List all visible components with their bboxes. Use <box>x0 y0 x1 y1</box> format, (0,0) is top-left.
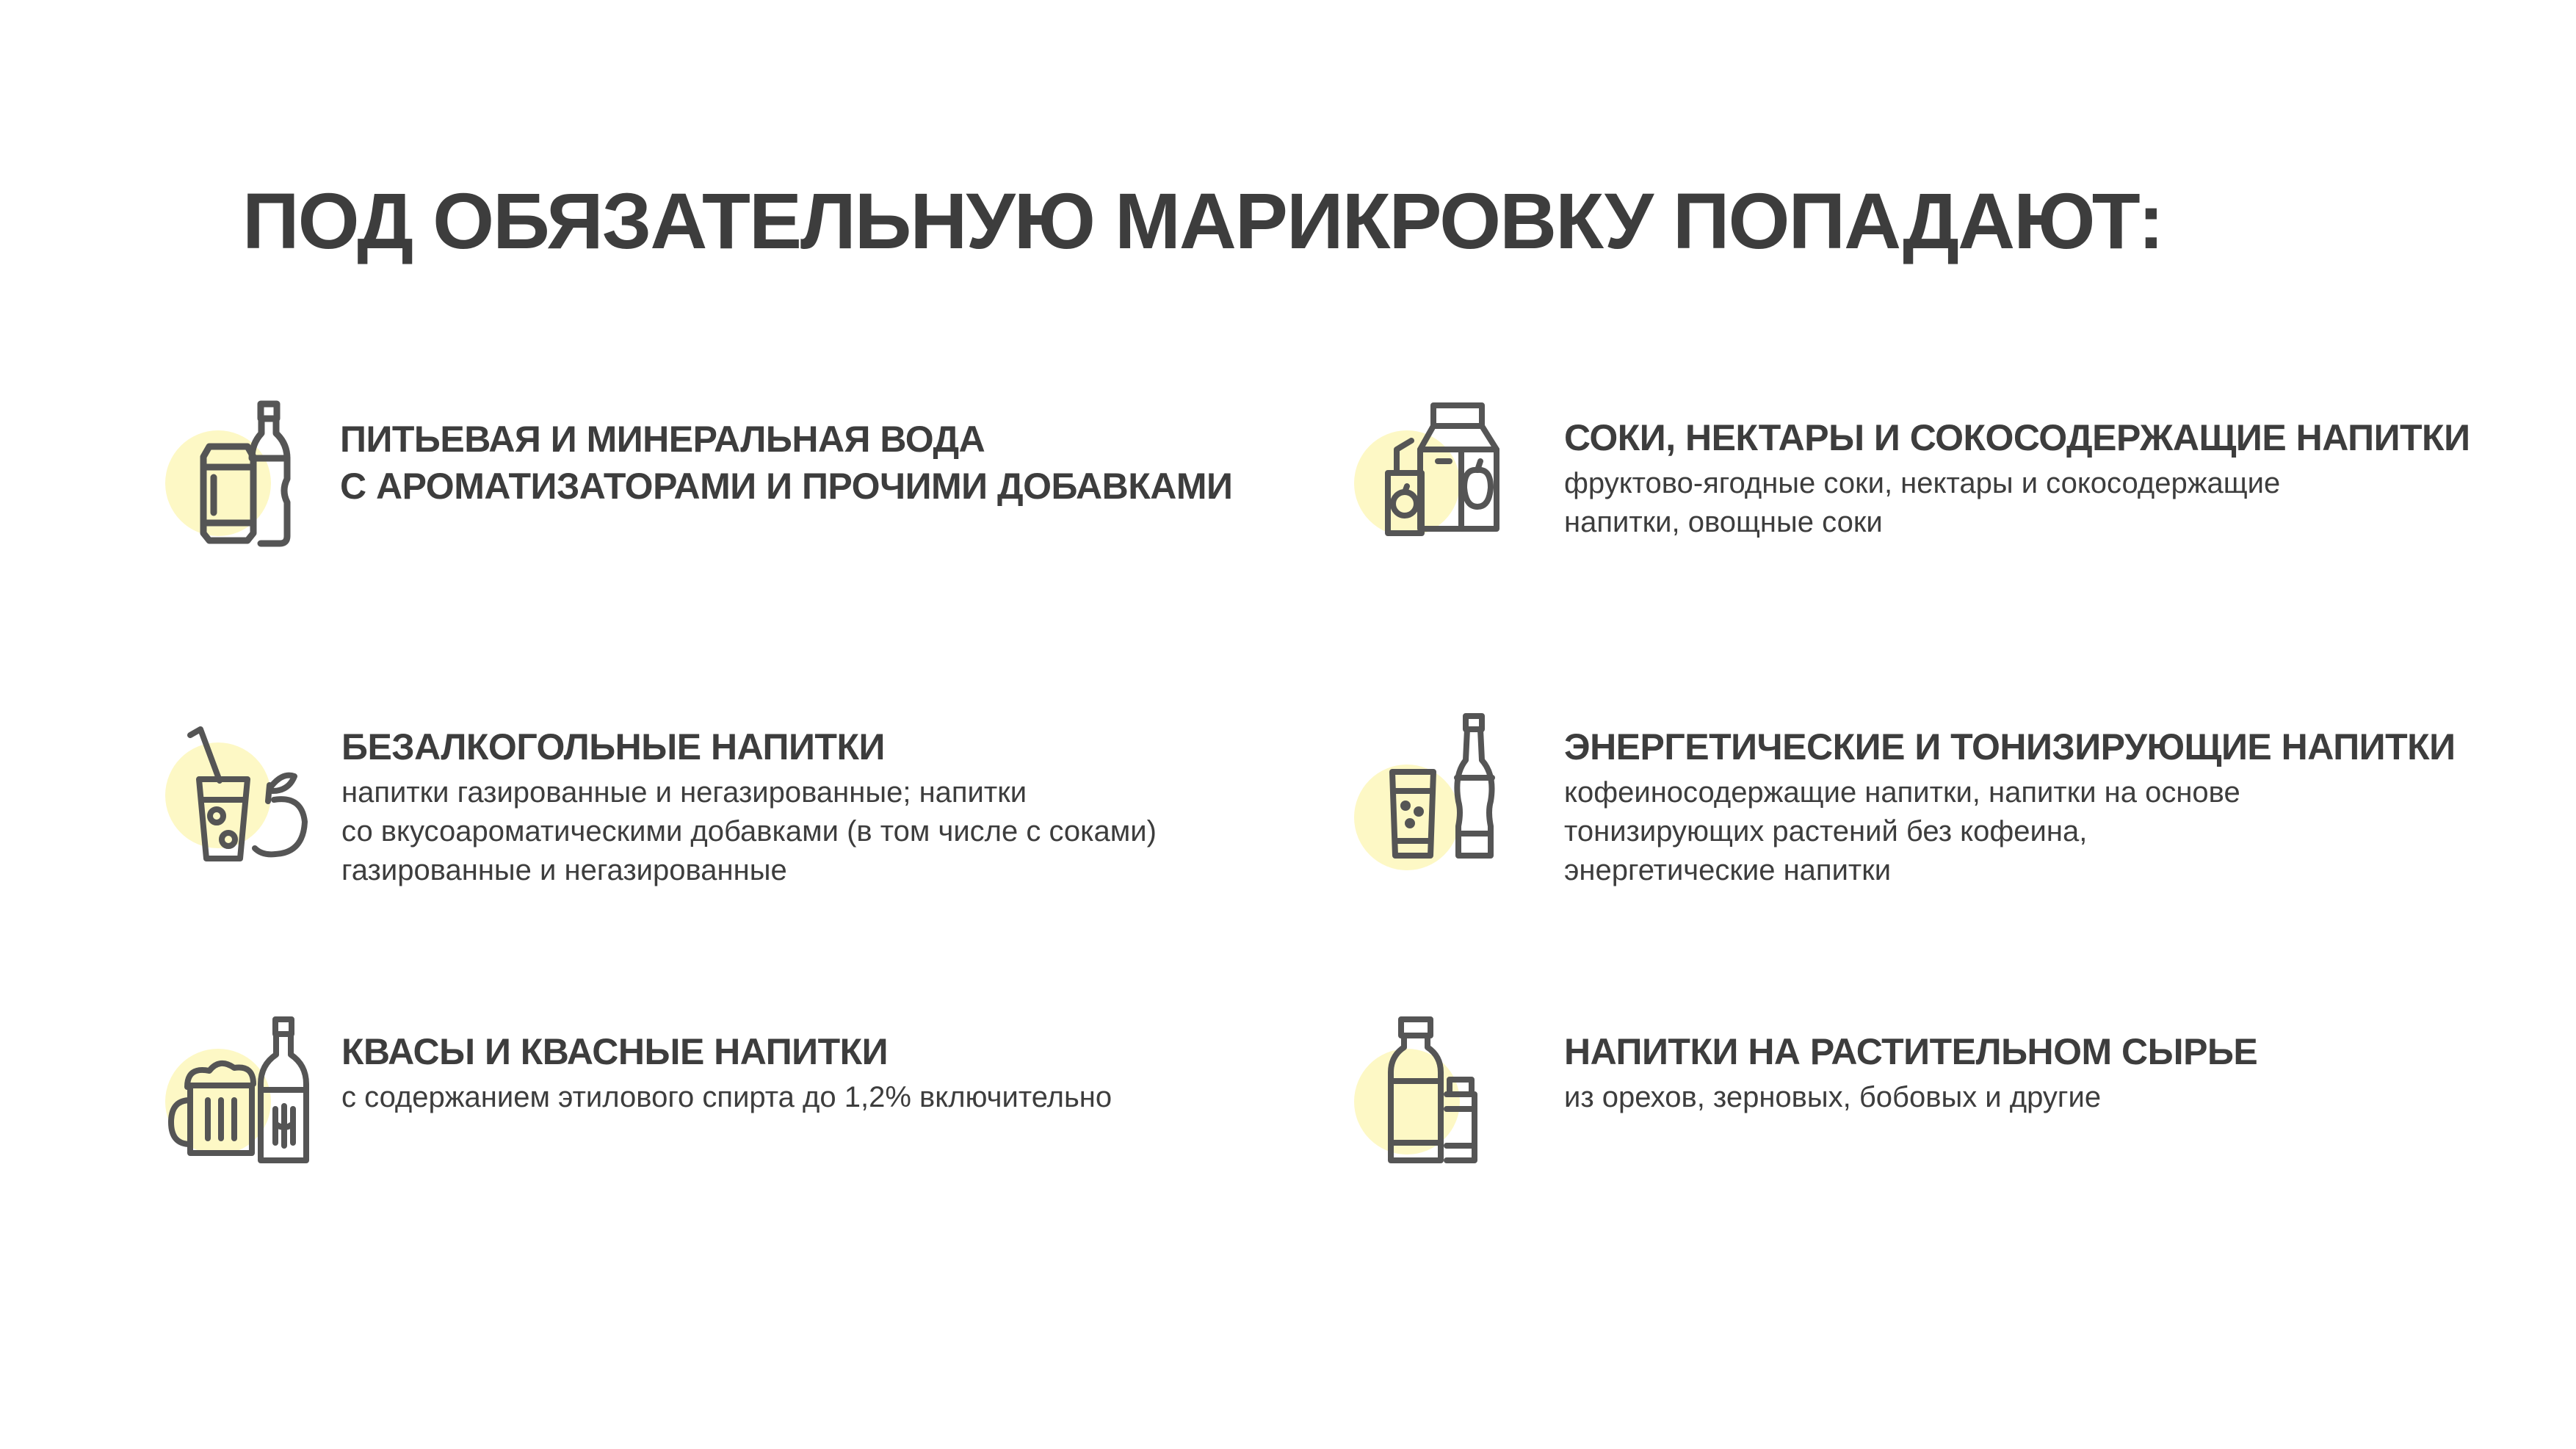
plant-milk-bottle-icon <box>1351 1013 1513 1175</box>
soda-glass-bottle-icon <box>1351 709 1513 870</box>
category-heading: БЕЗАЛКОГОЛЬНЫЕ НАПИТКИ <box>341 726 885 767</box>
page-title: ПОД ОБЯЗАТЕЛЬНУЮ МАРИКРОВКУ ПОПАДАЮТ: <box>242 176 2163 265</box>
category-heading: ПИТЬЕВАЯ И МИНЕРАЛЬНАЯ ВОДА <box>340 419 985 460</box>
category-heading: ЭНЕРГЕТИЧЕСКИЕ И ТОНИЗИРУЮЩИЕ НАПИТКИ <box>1564 726 2456 767</box>
category-heading: С АРОМАТИЗАТОРАМИ И ПРОЧИМИ ДОБАВКАМИ <box>340 466 1233 507</box>
category-heading: СОКИ, НЕКТАРЫ И СОКОСОДЕРЖАЩИЕ НАПИТКИ <box>1564 417 2470 458</box>
juice-carton-icon <box>1351 397 1513 558</box>
category-description: тонизирующих растений без кофеина, <box>1564 815 2088 848</box>
category-description: напитки газированные и негазированные; напитки <box>341 776 1027 809</box>
category-description: с содержанием этилового спирта до 1,2% включительно <box>341 1081 1112 1113</box>
category-description: кофеиносодержащие напитки, напитки на основе <box>1564 776 2240 809</box>
category-description: из орехов, зерновых, бобовых и другие <box>1564 1081 2102 1113</box>
category-description: фруктово-ягодные соки, нектары и сокосодержащие <box>1564 467 2281 499</box>
glass-apple-icon <box>158 709 319 870</box>
category-description: со вкусоароматическими добавками (в том числе с соками) <box>341 815 1157 848</box>
bottle-can-icon <box>158 397 319 558</box>
category-heading: КВАСЫ И КВАСНЫЕ НАПИТКИ <box>341 1031 889 1072</box>
category-description: газированные и негазированные <box>341 854 787 886</box>
kvass-mug-bottle-icon <box>158 1013 319 1175</box>
category-heading: НАПИТКИ НА РАСТИТЕЛЬНОМ СЫРЬЕ <box>1564 1031 2258 1072</box>
category-description: энергетические напитки <box>1564 854 1892 886</box>
category-description: напитки, овощные соки <box>1564 506 1883 538</box>
